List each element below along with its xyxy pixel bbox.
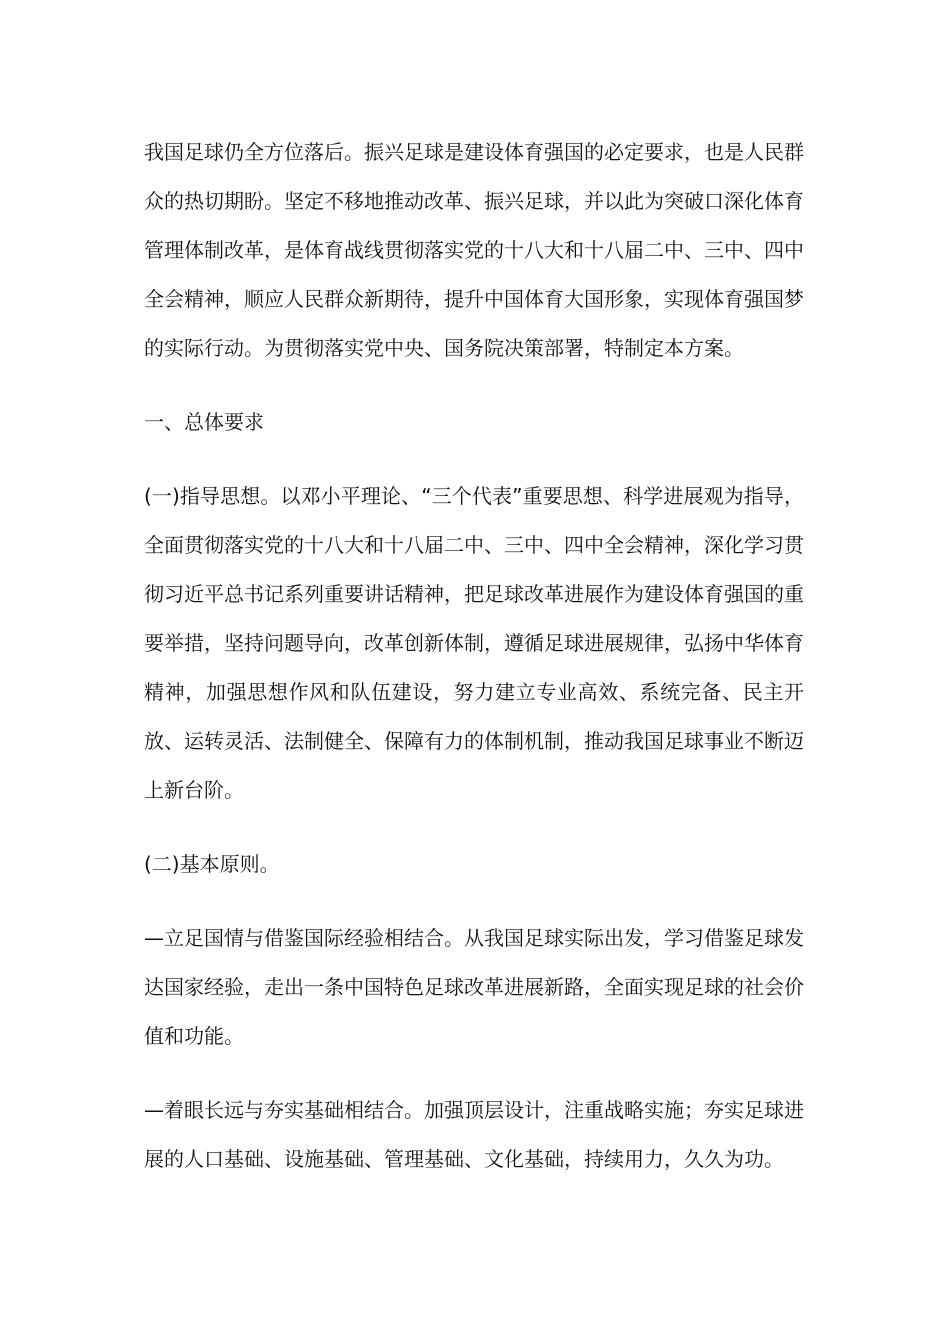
section-heading-general-requirements: 一、总体要求 bbox=[144, 410, 264, 434]
paragraph-principle-national-conditions: —立足国情与借鉴国际经验相结合。从我国足球实际出发，学习借鉴足球发达国家经验，走出一条中国特色足球改革进展新路，全面实现足球的社会价值和功能。 bbox=[144, 926, 804, 1048]
paragraph-intro: 我国足球仍全方位落后。振兴足球是建设体育强国的必定要求，也是人民群众的热切期盼。坚定不移地推动改革、振兴足球，并以此为突破口深化体育管理体制改革，是体育战线贯彻落实党的十八大和十八届二中、三中、四中全会精神，顺应人民群众新期待，提升中国体育大国形象，实现体育强国梦的实际行动。为贯彻落实党中央、国务院决策部署，特制定本方案。 bbox=[144, 140, 804, 360]
subheading-basic-principles: (二)基本原则。 bbox=[144, 852, 280, 876]
document-body bbox=[144, 128, 804, 1209]
paragraph-guiding-thought: (一)指导思想。以邓小平理论、“三个代表”重要思想、科学进展观为指导，全面贯彻落实党的十八大和十八届二中、三中、四中全会精神，深化学习贯彻习近平总书记系列重要讲话精神，把足球改革进展作为建设体育强国的重要举措，坚持问题导向，改革创新体制，遵循足球进展规律，弘扬中华体育精神，加强思想作风和队伍建设，努力建立专业高效、系统完备、民主开放、运转灵活、法制健全、保障有力的体制机制，推动我国足球事业不断迈上新台阶。 bbox=[144, 484, 804, 802]
paragraph-principle-long-term: —着眼长远与夯实基础相结合。加强顶层设计，注重战略实施；夯实足球进展的人口基础、设施基础、管理基础、文化基础，持续用力，久久为功。 bbox=[144, 1098, 804, 1171]
